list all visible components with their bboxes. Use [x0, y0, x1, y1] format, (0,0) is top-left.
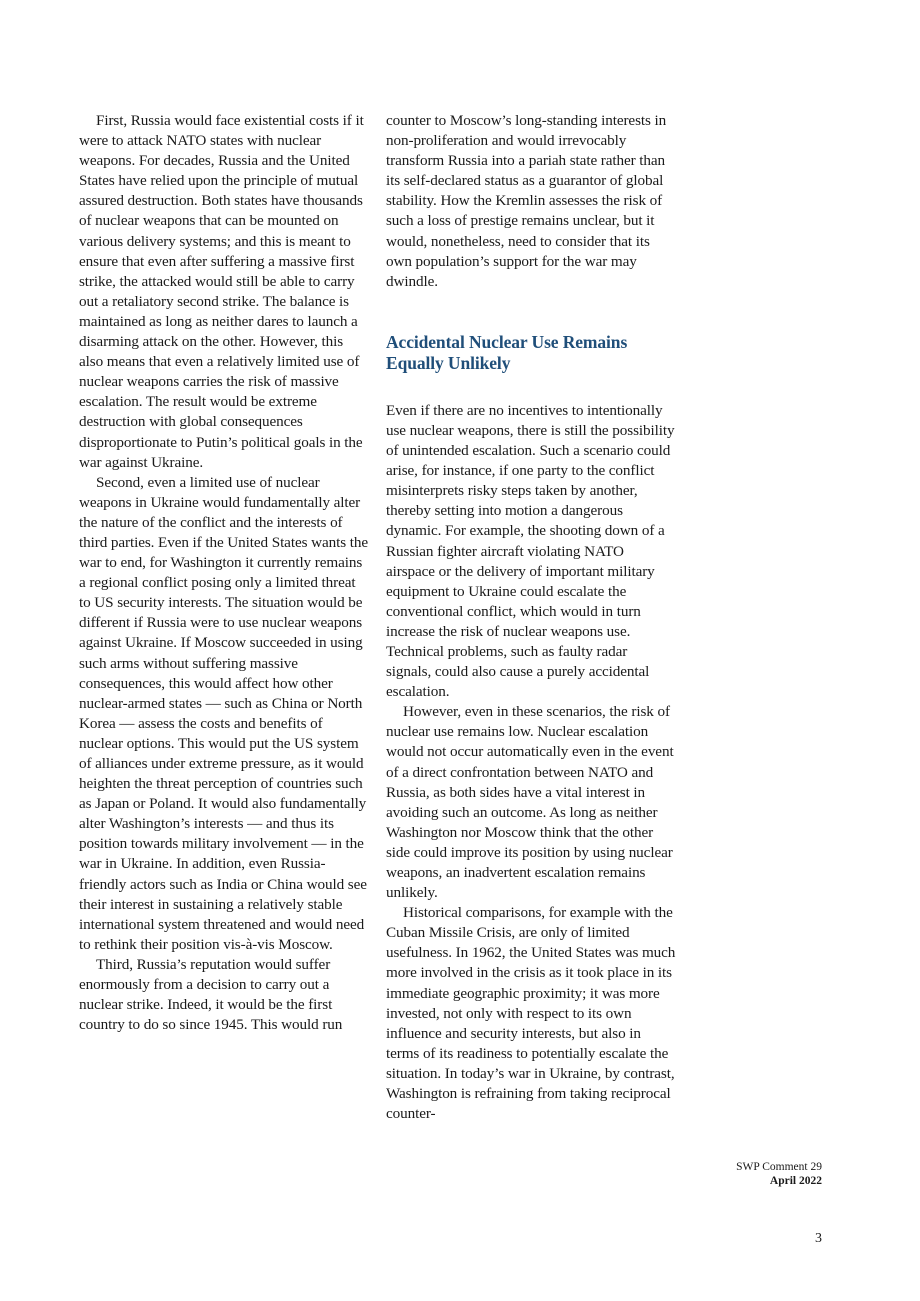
- left-column: [79, 111, 369, 1035]
- body-paragraph: First, Russia would face existential costs if it were to attack NATO states with nuclear weapons. For decades, Russia and the United States have relied upon the principle of mutual assured destruction. Both states have thousands of nuclear weapons that can be mounted on various delivery systems; and this is meant to ensure that even after suffering a massive first strike, the attacked would still be able to carry out a retaliatory second strike. The balance is maintained as long as neither dares to launch a disarming attack on the other. However, this also means that even a relatively limited use of nuclear weapons carries the risk of massive escalation. The result would be extreme destruction with global consequences disproportionate to Putin’s political goals in the war against Ukraine.: [79, 112, 364, 471]
- body-paragraph: Historical comparisons, for example with the Cuban Missile Crisis, are only of limited usefulness. In 1962, the United States was much more involved in the crisis as it took place in its immediate geographic proximity; it was more invested, not only with respect to its own influence and security interests, but also in terms of its readiness to potentially escalate the situation. In today’s war in Ukraine, by contrast, Washington is refraining from taking reciprocal counter-: [386, 904, 676, 1123]
- body-paragraph: counter to Moscow’s long-standing interests in non-proliferation and would irrevocably transform Russia into a pariah state rather than its self-declared status as a guarantor of global stability. How the Kremlin assesses the risk of such a loss of prestige remains unclear, but it would, nonetheless, need to consider that its own population’s support for the war may dwindle.: [386, 112, 667, 290]
- section-heading: Accidental Nuclear Use Remains Equally Unlikely: [386, 331, 628, 374]
- body-paragraph: Even if there are no incentives to intentionally use nuclear weapons, there is still the possibility of unintended escalation. Such a scenario could arise, for instance, if one party to the conflict misinterprets risky steps taken by another, thereby setting into motion a dangerous dynamic. For example, the shooting down of a Russian fighter aircraft violating NATO airspace or the delivery of important military equipment to Ukraine could escalate the conventional conflict, which would in turn increase the risk of nuclear weapons use. Technical problems, such as faulty radar signals, could also cause a purely accidental escalation.: [386, 401, 675, 701]
- page-number: 3: [815, 1231, 822, 1246]
- publication-date: April 2022: [769, 1174, 822, 1187]
- body-paragraph: Third, Russia’s reputation would suffer enormously from a decision to carry out a nuclear strike. Indeed, it would be the first country to do so since 1945. This would run: [79, 955, 343, 1034]
- right-column: [386, 111, 676, 1124]
- publication-info: [736, 1161, 822, 1188]
- body-paragraph: However, even in these scenarios, the risk of nuclear use remains low. Nuclear escalation would not occur automatically even in the event of a direct confrontation between NATO and Russia, as both sides have a vital interest in avoiding such an outcome. As long as neither Washington nor Moscow think that the other side could improve its position by using nuclear weapons, an inadvertent escalation remains unlikely.: [386, 703, 674, 902]
- body-paragraph: Second, even a limited use of nuclear weapons in Ukraine would fundamentally alter the nature of the conflict and the interests of third parties. Even if the United States wants the war to end, for Washington it currently remains a regional conflict posing only a limited threat to US security interests. The situation would be different if Russia were to use nuclear weapons against Ukraine. If Moscow succeeded in using such arms without suffering massive consequences, this would affect how other nuclear-armed states — such as China or North Korea — assess the costs and benefits of nuclear options. This would put the US system of alliances under extreme pressure, as it would heighten the threat perception of countries such as Japan or Poland. It would also fundamentally alter Washington’s interests — and thus its position towards military involvement — in the war in Ukraine. In addition, even Russia-friendly actors such as India or China would see their interest in sustaining a relatively stable international system threatened and would need to rethink their position vis-à-vis Moscow.: [79, 473, 368, 953]
- publication-series: SWP Comment 29: [736, 1161, 822, 1173]
